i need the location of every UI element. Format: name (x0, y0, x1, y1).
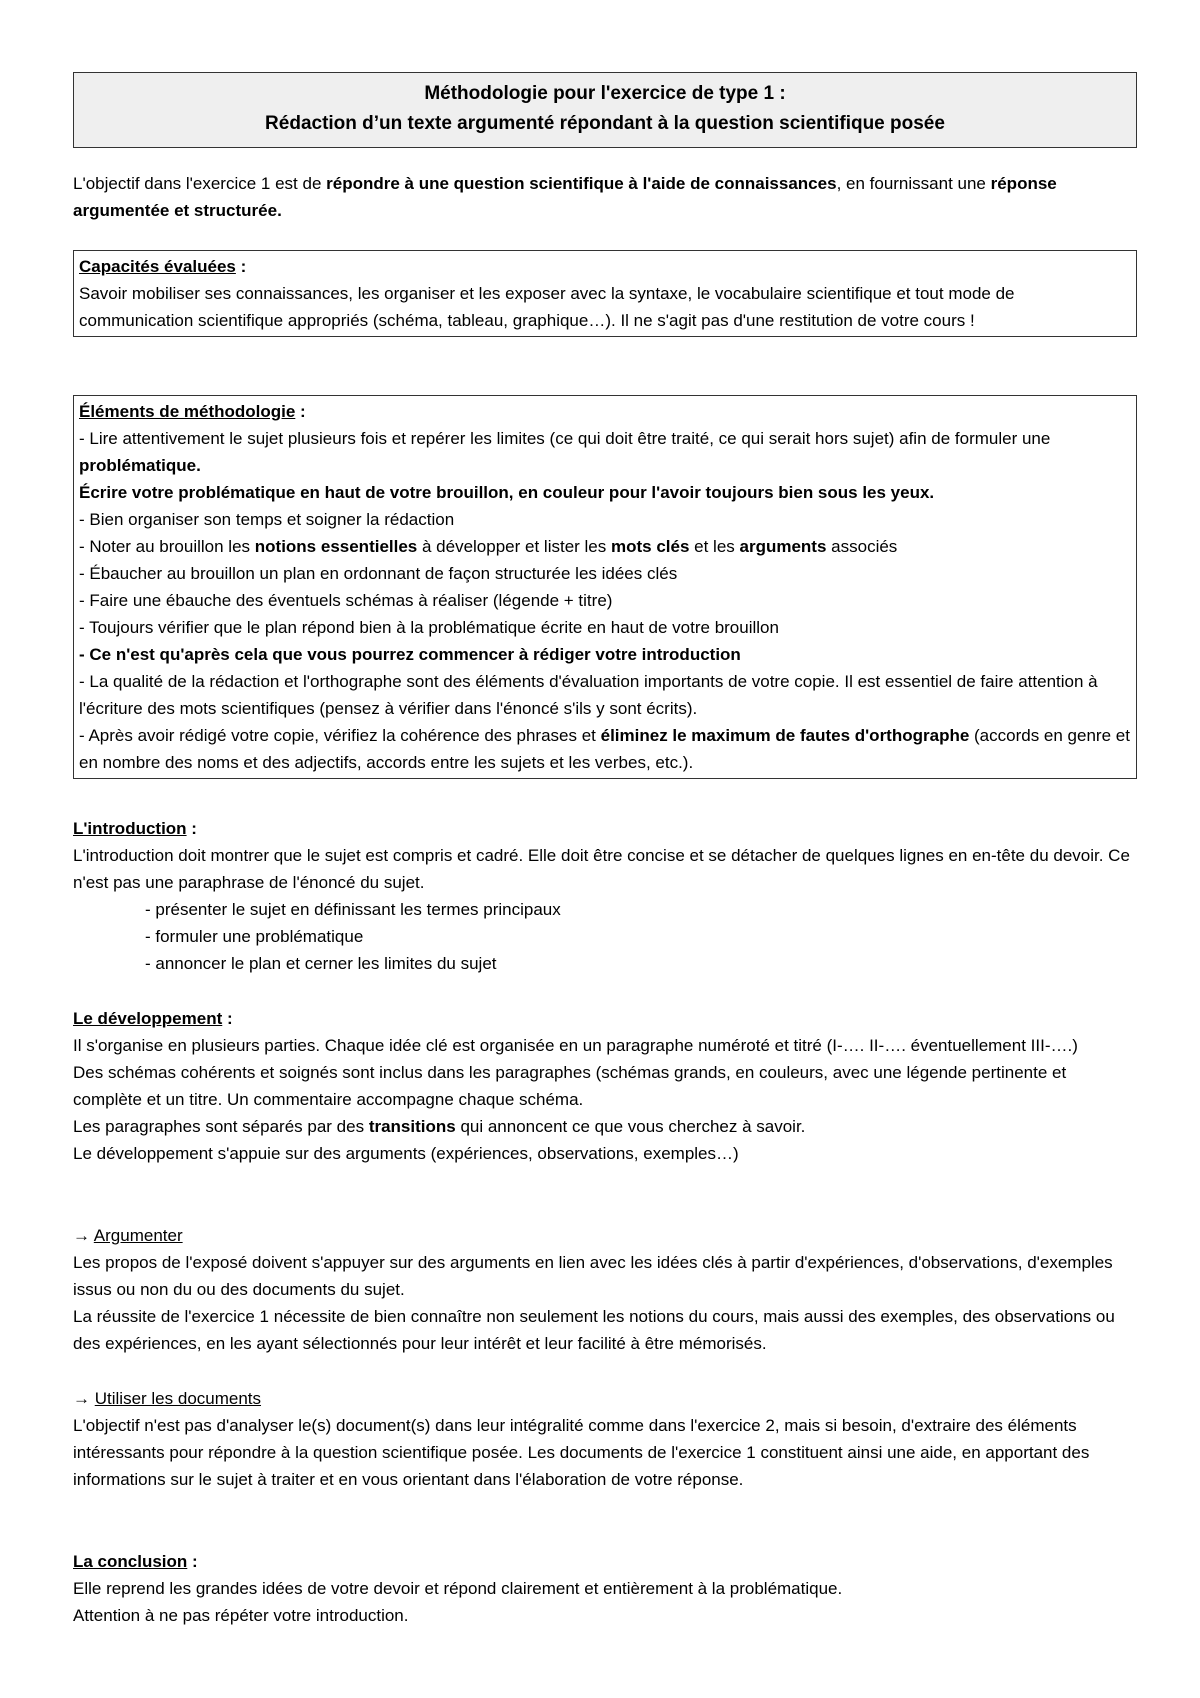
capacites-body: Savoir mobiliser ses connaissances, les organiser et les exposer avec la syntaxe, le vocabulaire scientifique et tout mode de communication scientifique appropriés (schéma, tableau, graphique…). Il ne s'agit pas d'une restitution de votre cours ! (79, 284, 1015, 330)
title-box (73, 72, 1137, 148)
conclusion-heading: La conclusion (73, 1552, 188, 1571)
introduction-list-item: - annoncer le plan et cerner les limites du sujet (145, 954, 497, 973)
conclusion-paragraph: Attention à ne pas répéter votre introduction. (73, 1606, 409, 1625)
argumenter-heading: Argumenter (93, 1226, 183, 1245)
title-line-1: Méthodologie pour l'exercice de type 1 : (424, 83, 786, 104)
introduction-section: L'introduction : L'introduction doit montrer que le sujet est compris et cadré. Elle doit être concise et se détacher de quelques lignes en en-tête du devoir. Ce n'est pas une paraphrase de l'énoncé du sujet. - présenter le sujet en définissant les termes principaux - formuler une problématique - annoncer le plan et cerner les limites du sujet (73, 815, 1137, 977)
documents-section (73, 1385, 1137, 1493)
conclusion-section: La conclusion : Elle reprend les grandes idées de votre devoir et répond clairement et entièrement à la problématique. Attention à ne pas répéter votre introduction. (73, 1548, 1137, 1629)
developpement-paragraph: Le développement s'appuie sur des arguments (expériences, observations, exemples…) (73, 1144, 739, 1163)
developpement-section: Le développement : Il s'organise en plusieurs parties. Chaque idée clé est organisée en un paragraphe numéroté et titré (I-…. II-…. éventuellement III-….) Des schémas cohérents et soignés sont inclus dans les paragraphes (schémas grands, en couleurs, avec une légende pertinente et complète et un titre. Un commentaire accompagne chaque schéma. Les paragraphes sont séparés par des transitions qui annoncent ce que vous cherchez à savoir. Le développement s'appuie sur des arguments (expériences, observations, exemples…) (73, 1005, 1137, 1167)
methodo-box: Éléments de méthodologie : - Lire attentivement le sujet plusieurs fois et repérer les limites (ce qui doit être traité, ce qui serait hors sujet) afin de formuler une problématique. Écrire votre problématique en haut de votre brouillon, en couleur pour l'avoir toujours bien sous les yeux. - Bien organiser son temps et soigner la rédaction - Noter au brouillon les notions essentielles à développer et lister les mots clés et les arguments associés - Ébaucher au brouillon un plan en ordonnant de façon structurée les idées clés - Faire une ébauche des éventuels schémas à réaliser (légende + titre) - Toujours vérifier que le plan répond bien à la problématique écrite en haut de votre brouillon - Ce n'est qu'après cela que vous pourrez commencer à rédiger votre introduction - La qualité de la rédaction et l'orthographe sont des éléments d'évaluation importants de votre copie. Il est essentiel de faire attention à l'écriture des mots scientifiques (pensez à vérifier dans l'énoncé s'ils y sont écrits). - Après avoir rédigé votre copie, vérifiez la cohérence des phrases et éliminez le maximum de fautes d'orthographe (accords en genre et en nombre des noms et des adjectifs, accords entre les sujets et les verbes, etc.). (73, 395, 1137, 779)
methodo-item: - Bien organiser son temps et soigner la rédaction (79, 510, 455, 529)
introduction-heading: L'introduction (73, 819, 187, 838)
arrow-right-icon: → (73, 1226, 94, 1245)
documents-paragraph: L'objectif n'est pas d'analyser le(s) document(s) dans leur intégralité comme dans l'exercice 2, mais si besoin, d'extraire des éléments intéressants pour répondre à la question scientifique posée. Les documents de l'exercice 1 constituent ainsi une aide, en apportant des informations sur le sujet à traiter et en vous orientant dans l'élaboration de votre réponse. (73, 1416, 1090, 1489)
title-line-2: Rédaction d’un texte argumenté répondant à la question scientifique posée (265, 113, 945, 134)
methodo-item: - La qualité de la rédaction et l'orthographe sont des éléments d'évaluation importants de votre copie. Il est essentiel de faire attention à l'écriture des mots scientifiques (pensez à vérifier dans l'énoncé s'ils y sont écrits). (79, 672, 1098, 718)
methodo-item: - Ébaucher au brouillon un plan en ordonnant de façon structurée les idées clés (79, 564, 678, 583)
methodo-item: - Toujours vérifier que le plan répond bien à la problématique écrite en haut de votre brouillon (79, 618, 779, 637)
methodo-item: - Lire attentivement le sujet plusieurs fois et repérer les limites (ce qui doit être traité, ce qui serait hors sujet) afin de formuler une problématique. (79, 429, 1051, 475)
argumenter-paragraph: La réussite de l'exercice 1 nécessite de bien connaître non seulement les notions du cours, mais aussi des exemples, des observations ou des expériences, en les ayant sélectionnés pour leur intérêt et leur facilité à être mémorisés. (73, 1307, 1115, 1353)
argumenter-section (73, 1222, 1137, 1357)
methodo-item: - Faire une ébauche des éventuels schémas à réaliser (légende + titre) (79, 591, 613, 610)
introduction-list-item: - formuler une problématique (145, 927, 364, 946)
developpement-paragraph: Des schémas cohérents et soignés sont inclus dans les paragraphes (schémas grands, en couleurs, avec une légende pertinente et complète et un titre. Un commentaire accompagne chaque schéma. (73, 1063, 1067, 1109)
capacites-box: Capacités évaluées : Savoir mobiliser ses connaissances, les organiser et les exposer avec la syntaxe, le vocabulaire scientifique et tout mode de communication scientifique appropriés (schéma, tableau, graphique…). Il ne s'agit pas d'une restitution de votre cours ! (73, 250, 1137, 337)
methodo-item: - Ce n'est qu'après cela que vous pourrez commencer à rédiger votre introduction (79, 645, 741, 664)
methodo-item: - Noter au brouillon les notions essentielles à développer et lister les mots clés et les arguments associés (79, 537, 898, 556)
objective-paragraph: L'objectif dans l'exercice 1 est de répondre à une question scientifique à l'aide de connaissances, en fournissant une réponse argumentée et structurée. (73, 174, 1057, 220)
argumenter-paragraph: Les propos de l'exposé doivent s'appuyer sur des arguments en lien avec les idées clés à partir d'expériences, d'observations, d'exemples issus ou non du ou des documents du sujet. (73, 1253, 1113, 1299)
methodo-item: - Après avoir rédigé votre copie, vérifiez la cohérence des phrases et éliminez le maximum de fautes d'orthographe (accords en genre et en nombre des noms et des adjectifs, accords entre les sujets et les verbes, etc.). (79, 726, 1130, 772)
methodo-item: Écrire votre problématique en haut de votre brouillon, en couleur pour l'avoir toujours bien sous les yeux. (79, 483, 935, 502)
arrow-right-icon: → (73, 1389, 95, 1408)
capacites-heading: Capacités évaluées (79, 257, 236, 276)
introduction-body: L'introduction doit montrer que le sujet est compris et cadré. Elle doit être concise et se détacher de quelques lignes en en-tête du devoir. Ce n'est pas une paraphrase de l'énoncé du sujet. (73, 846, 1130, 892)
documents-heading: Utiliser les documents (94, 1389, 262, 1408)
developpement-paragraph: Les paragraphes sont séparés par des transitions qui annoncent ce que vous cherchez à savoir. (73, 1117, 806, 1136)
introduction-list-item: - présenter le sujet en définissant les termes principaux (145, 900, 561, 919)
developpement-paragraph: Il s'organise en plusieurs parties. Chaque idée clé est organisée en un paragraphe numéroté et titré (I-…. II-…. éventuellement III-….) (73, 1036, 1078, 1055)
methodo-heading: Éléments de méthodologie (79, 402, 296, 421)
developpement-heading: Le développement (73, 1009, 223, 1028)
conclusion-paragraph: Elle reprend les grandes idées de votre devoir et répond clairement et entièrement à la problématique. (73, 1579, 843, 1598)
